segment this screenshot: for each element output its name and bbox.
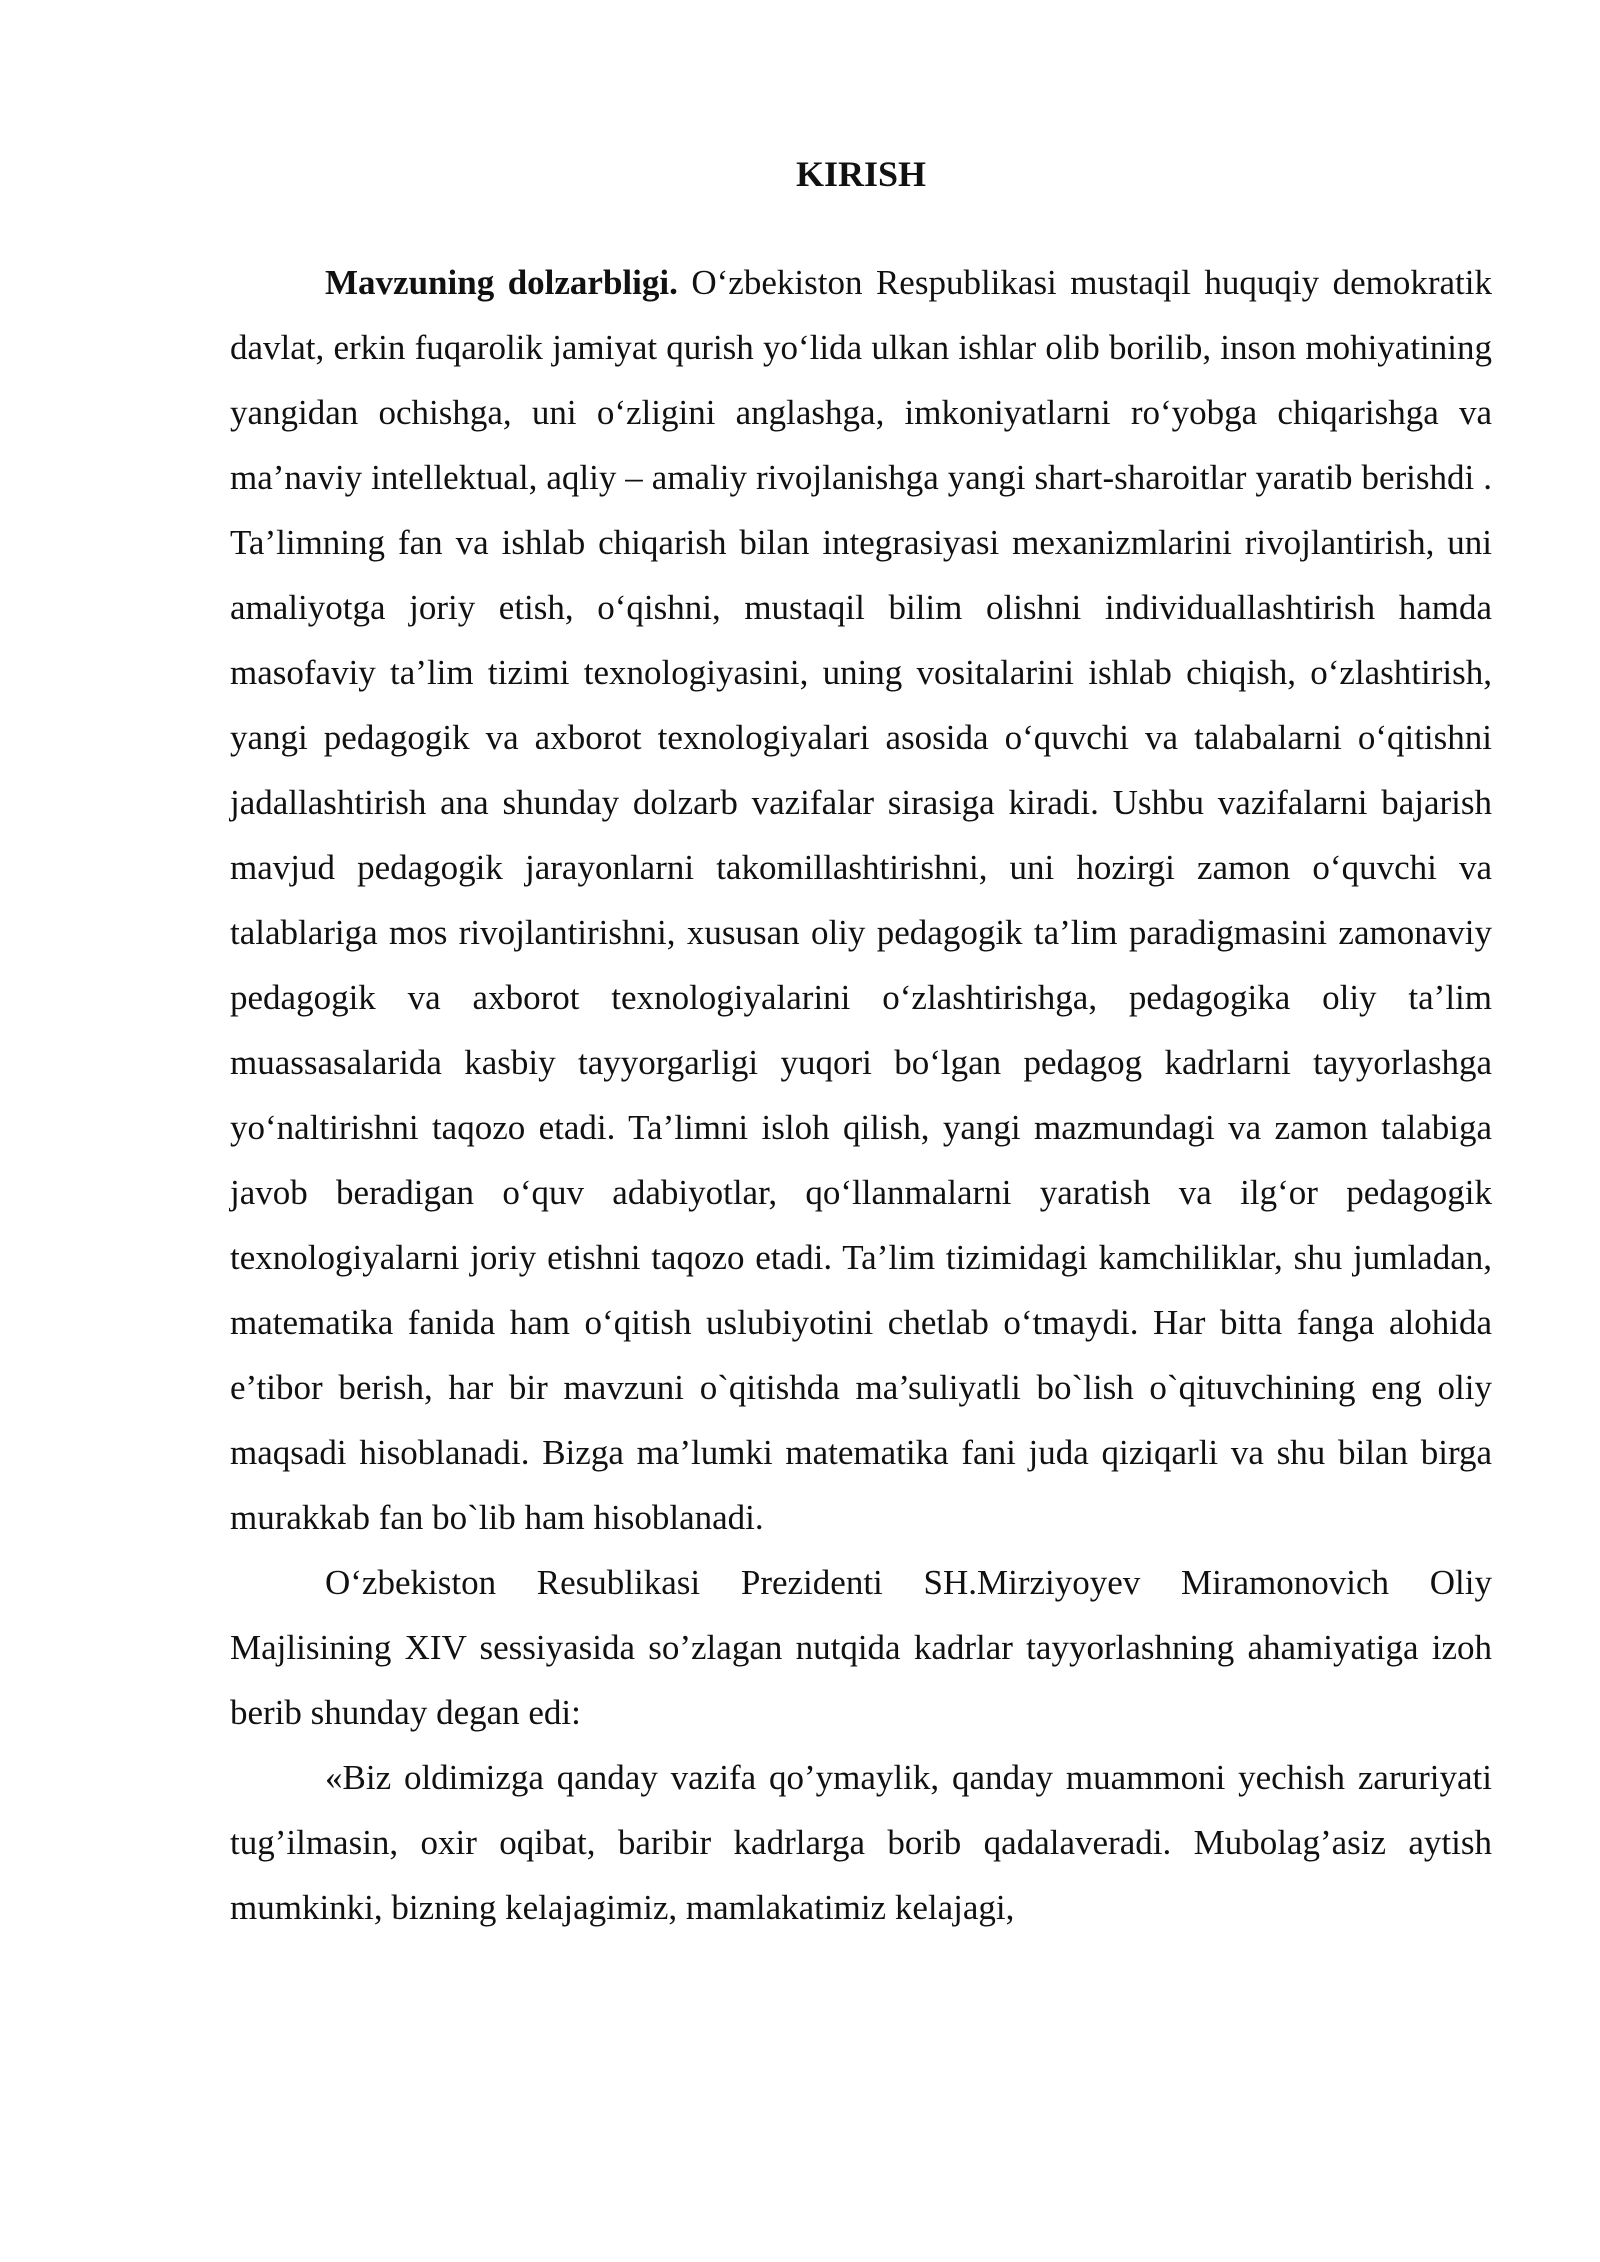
paragraph-relevance [230, 250, 1492, 1550]
paragraph-text: «Biz oldimizga qanday vazifa qo’ymaylik, qanday muammoni yechish zaruriyati tug’ilmasin, oxir oqibat, baribir kadrlarga borib qadalaveradi. Mubolag’asiz aytish mumkinki, bizning kelajagimiz, mamlakatimiz kelajagi, [230, 1758, 1492, 1927]
page-title: KIRISH [795, 154, 927, 194]
paragraph-text: O‘zbekiston Respublikasi mustaqil huquqiy demokratik davlat, erkin fuqarolik jamiyat qurish yo‘lida ulkan ishlar olib borilib, inson mohiyatining yangidan ochishga, uni o‘zligini anglashga, imkoniyatlarni ro‘yobga chiqarishga va ma’naviy intellektual, aqliy – amaliy rivojlanishga yangi shart-sharoitlar yaratib berishdi . Ta’limning fan va ishlab chiqarish bilan integrasiyasi mexanizmlarini rivojlantirish, uni amaliyotga joriy etish, o‘qishni, mustaqil bilim olishni individuallashtirish hamda masofaviy ta’lim tizimi texnologiyasini, uning vositalarini ishlab chiqish, o‘zlashtirish, yangi pedagogik va axborot texnologiyalari asosida o‘quvchi va talabalarni o‘qitishni jadallashtirish ana shunday dolzarb vazifalar sirasiga kiradi. Ushbu vazifalarni bajarish mavjud pedagogik jarayonlarni takomillashtirishni, uni hozirgi zamon o‘quvchi va talablariga mos rivojlantirishni, xususan oliy pedagogik ta’lim paradigmasini zamonaviy pedagogik va axborot texnologiyalarini o‘zlashtirishga, pedagogika oliy ta’lim muassasalarida kasbiy tayyorgarligi yuqori bo‘lgan pedagog kadrlarni tayyorlashga yo‘naltirishni taqozo etadi. Ta’limni isloh qilish, yangi mazmundagi va zamon talabiga javob beradigan o‘quv adabiyotlar, qo‘llanmalarni yaratish va ilg‘or pedagogik texnologiyalarni joriy etishni taqozo etadi. Ta’lim tizimidagi kamchiliklar, shu jumladan, matematika fanida ham o‘qitish uslubiyotini chetlab o‘tmaydi. Har bitta fanga alohida e’tibor berish, har bir mavzuni o`qitishda ma’suliyatli bo`lish o`qituvchining eng oliy maqsadi hisoblanadi. Bizga ma’lumki matematika fani juda qiziqarli va shu bilan birga murakkab fan bo`lib ham hisoblanadi. [230, 263, 1492, 1537]
paragraph-text: O‘zbekiston Resublikasi Prezidenti SH.Mirziyoyev Miramonovich Oliy Majlisining XIV sessiyasida so’zlagan nutqida kadrlar tayyorlashning ahamiyatiga izoh berib shunday degan edi: [230, 1563, 1492, 1732]
document-body [230, 150, 1492, 1940]
paragraph-president-quote-intro [230, 1550, 1492, 1745]
paragraph-lead: Mavzuning dolzarbligi. [325, 263, 678, 302]
paragraph-quote [230, 1745, 1492, 1940]
